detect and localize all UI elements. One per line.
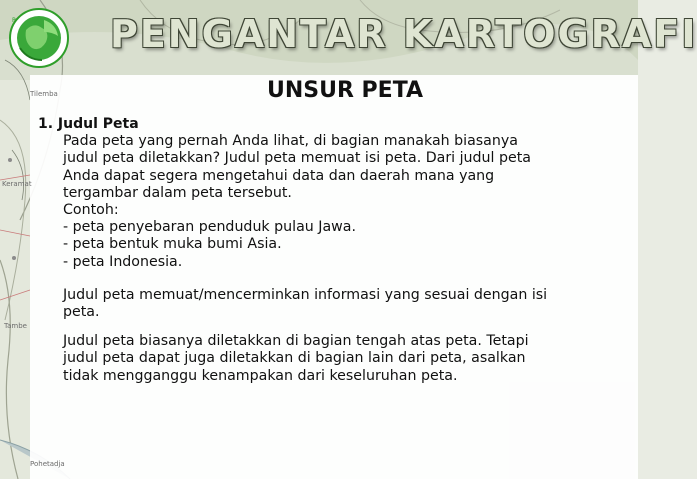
map-label: Tambe — [4, 322, 27, 330]
text-line: judul peta dapat juga diletakkan di bagian lain dari peta, asalkan — [63, 350, 526, 367]
section-heading: 1. Judul Peta — [38, 116, 139, 132]
text-line: Judul peta memuat/mencerminkan informasi yang sesuai dengan isi — [63, 286, 548, 303]
text-line: Anda dapat segera mengetahui data dan daerah mana yang — [63, 167, 495, 184]
banner-title: PENGANTAR KARTOGRAFI — [110, 12, 697, 56]
example-item: - peta Indonesia. — [63, 253, 183, 270]
map-label: Tilemba — [30, 90, 58, 98]
map-label: Pohetadja — [30, 460, 65, 468]
globe-leaf-logo — [6, 2, 72, 72]
page-title: UNSUR PETA — [266, 78, 424, 103]
text-line: tergambar dalam peta tersebut. — [63, 184, 292, 201]
paragraph-placement — [63, 333, 613, 385]
paragraph-content — [63, 287, 613, 321]
text-line: peta. — [63, 304, 100, 321]
text-line: judul peta diletakkan? Judul peta memuat isi peta. Dari judul peta — [63, 150, 531, 167]
example-item: - peta bentuk muka bumi Asia. — [63, 236, 282, 253]
header-banner — [110, 5, 697, 63]
text-line: tidak mengganggu kenampakan dari keseluruhan peta. — [63, 367, 458, 384]
text-line: Judul peta biasanya diletakkan di bagian tengah atas peta. Tetapi — [63, 333, 529, 350]
example-label: Contoh: — [63, 202, 119, 219]
slide-content — [38, 116, 613, 385]
paragraph-intro — [63, 133, 613, 271]
text-line: Pada peta yang pernah Anda lihat, di bagian manakah biasanya — [63, 133, 518, 150]
map-label: Keramat — [2, 180, 32, 188]
svg-text:R: R — [12, 17, 17, 24]
example-item: - peta penyebaran penduduk pulau Jawa. — [63, 219, 356, 236]
